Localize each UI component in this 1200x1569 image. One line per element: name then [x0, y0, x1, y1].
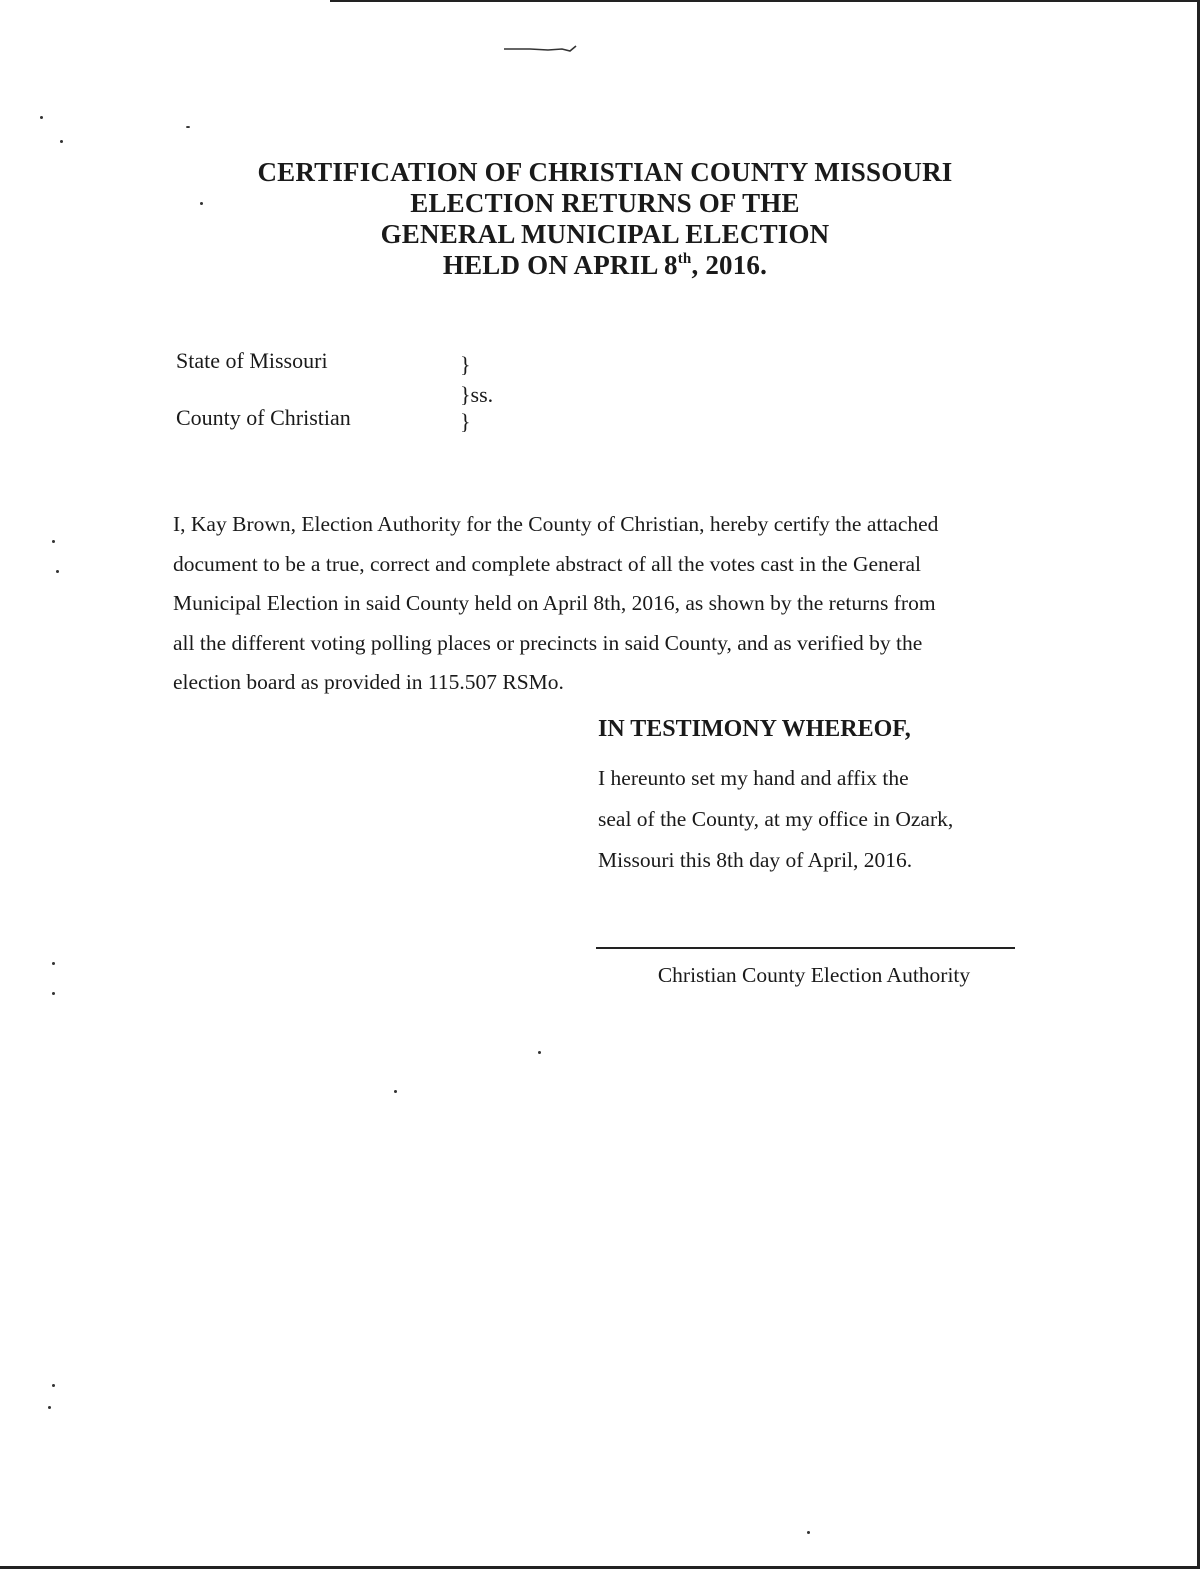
scan-speck	[60, 140, 63, 143]
scan-mark	[500, 42, 580, 56]
scan-speck	[40, 116, 43, 119]
testimony-line: Missouri this 8th day of April, 2016.	[598, 848, 913, 872]
paragraph-line: document to be a true, correct and complete abstract of all the votes cast in the General	[173, 551, 922, 576]
brace-bottom: }	[460, 409, 471, 434]
testimony-line: seal of the County, at my office in Ozark,	[598, 807, 954, 831]
county-label: County of Christian	[176, 405, 351, 430]
brace-top: }	[460, 352, 471, 377]
state-label: State of Missouri	[176, 348, 328, 373]
testimony-block	[598, 712, 1018, 881]
certification-paragraph	[173, 505, 1033, 703]
title-line: ELECTION RETURNS OF THE	[410, 188, 800, 218]
signature-line	[596, 947, 1015, 949]
testimony-heading: IN TESTIMONY WHEREOF,	[598, 716, 911, 742]
paragraph-line: I, Kay Brown, Election Authority for the County of Christian, hereby certify the attached	[173, 512, 939, 536]
scan-speck	[538, 1051, 541, 1054]
scan-speck	[807, 1531, 810, 1534]
brace-ss: }ss.	[460, 382, 494, 407]
title-date-superscript: th	[677, 251, 692, 267]
scan-speck	[52, 992, 55, 995]
scan-speck	[56, 570, 59, 573]
title-date-prefix: HELD ON APRIL 8	[442, 250, 678, 280]
scan-speck	[52, 540, 55, 543]
paragraph-line: Municipal Election in said County held on April 8th, 2016, as shown by the returns from	[173, 591, 936, 615]
scan-speck	[48, 1406, 51, 1409]
title-line: GENERAL MUNICIPAL ELECTION	[380, 219, 830, 249]
title-line-date	[200, 250, 1010, 281]
venue-block	[176, 348, 596, 443]
paragraph-line: election board as provided in 115.507 RSMo.	[173, 670, 564, 694]
page-title	[200, 157, 1010, 281]
title-date-suffix: , 2016.	[691, 250, 768, 280]
paragraph-line: all the different voting polling places or precincts in said County, and as verified by the	[173, 630, 923, 655]
scan-speck	[52, 962, 55, 965]
signature-label: Christian County Election Authority	[657, 963, 971, 987]
title-line: CERTIFICATION OF CHRISTIAN COUNTY MISSOURI	[257, 157, 953, 187]
scan-speck	[394, 1090, 397, 1093]
scan-edge-top	[330, 0, 1200, 2]
testimony-line: I hereunto set my hand and affix the	[598, 766, 909, 790]
scan-speck	[52, 1384, 55, 1387]
scan-speck	[186, 126, 190, 128]
